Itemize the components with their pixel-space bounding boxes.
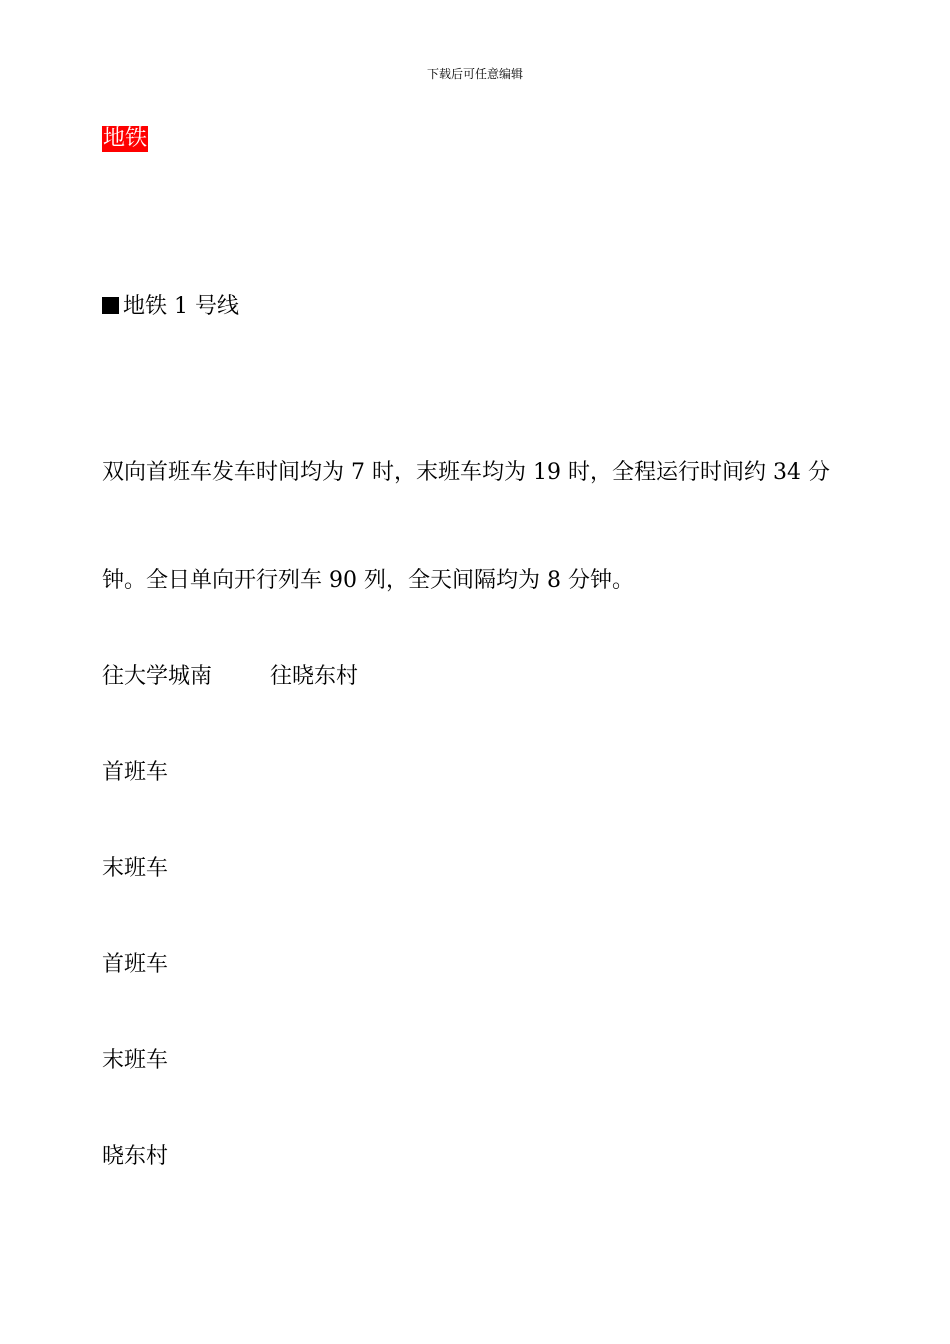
section-title: 地铁: [103, 126, 148, 151]
paragraph-line-1: 双向首班车发车时间均为 7 时，末班车均为 19 时，全程运行时间约 34 分: [102, 460, 830, 485]
line-heading: [102, 293, 239, 321]
direction-header: [102, 663, 359, 691]
row-label: 末班车: [102, 856, 169, 881]
line-heading-text: 地铁 1 号线: [123, 294, 239, 319]
row-label: 首班车: [102, 952, 169, 977]
row-label: 末班车: [102, 1048, 169, 1073]
row-label: 首班车: [102, 760, 169, 785]
row-label: 晓东村: [102, 1144, 169, 1169]
direction-toward-south: 往大学城南: [102, 664, 213, 689]
header-note: 下载后可任意编辑: [426, 67, 523, 81]
paragraph-line-2: 钟。全日单向开行列车 90 列，全天间隔均为 8 分钟。: [102, 568, 634, 593]
black-square-icon: [102, 297, 119, 314]
direction-toward-xiaodongcun: 往晓东村: [270, 664, 359, 689]
